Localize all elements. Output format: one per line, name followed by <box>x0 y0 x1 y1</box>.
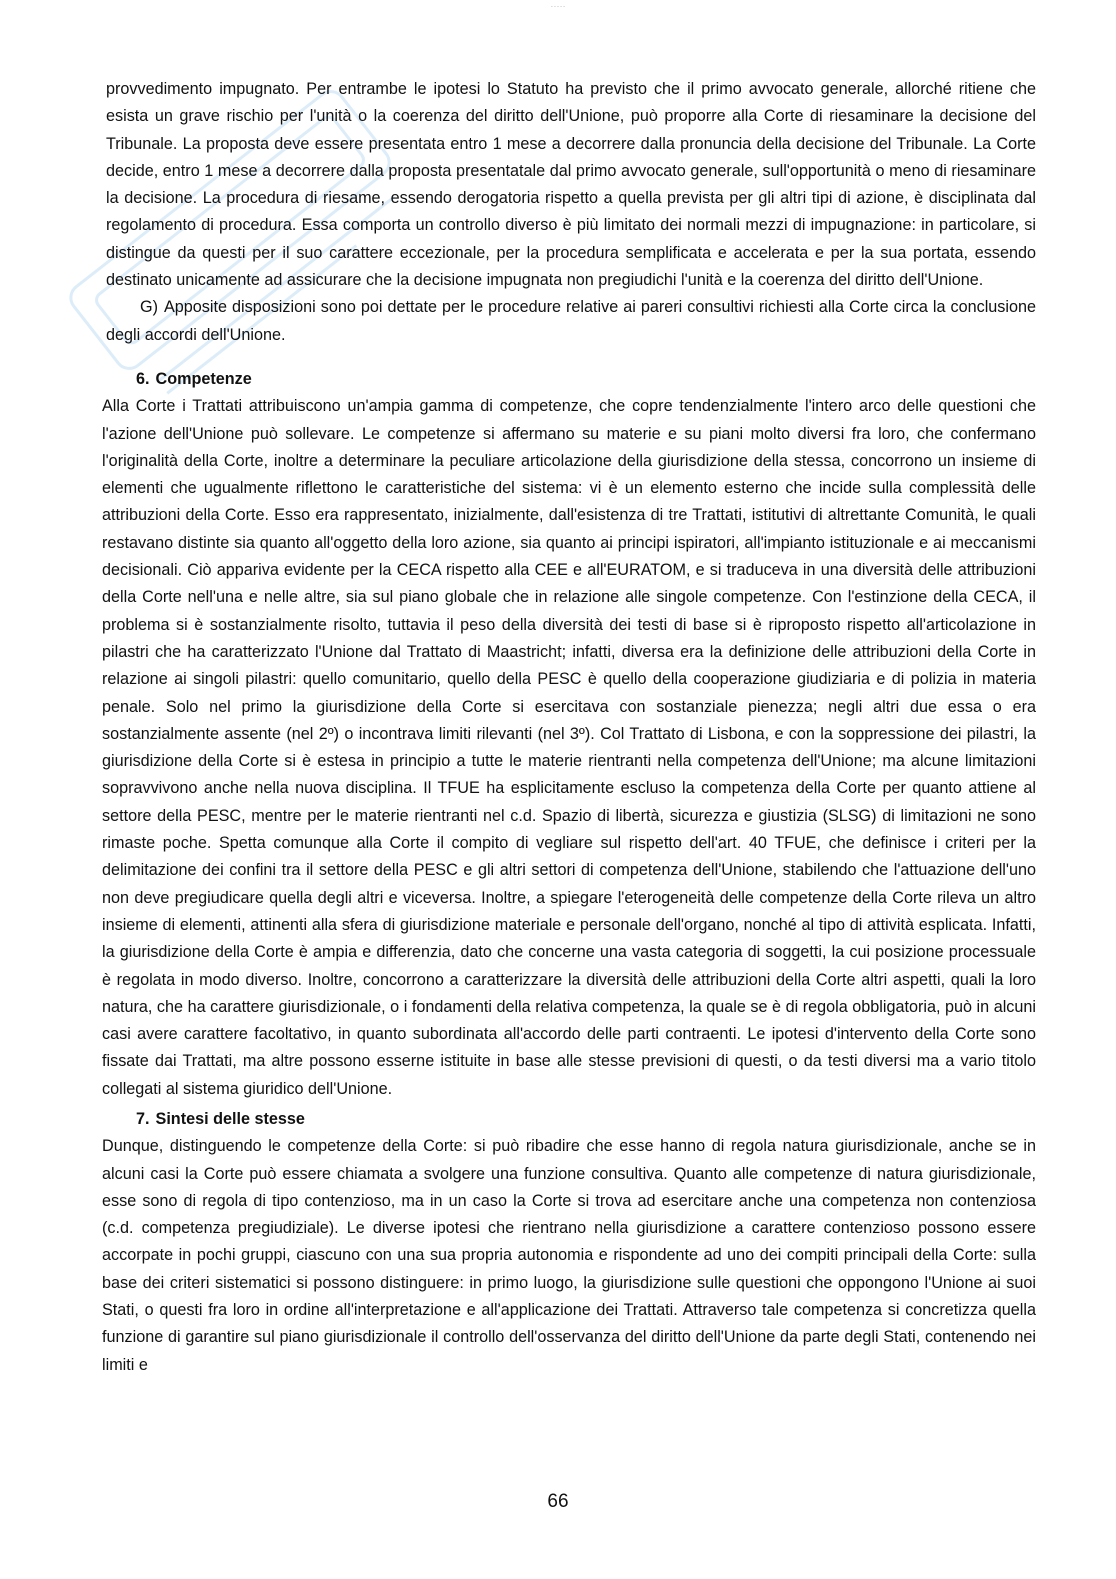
header-mark: - - - - - <box>551 4 565 10</box>
document-body <box>102 76 1036 1379</box>
section-heading-competenze <box>106 366 1036 393</box>
section-title: Sintesi delle stesse <box>155 1109 305 1128</box>
paragraph-competenze: Alla Corte i Trattati attribuiscono un'ampia gamma di competenze, che copre tendenzialmente l'intero arco delle questioni che l'azione dell'Unione può sollevare. Le competenze si affermano su materie e su piani molto diversi fra loro, che confermano l'originalità della Corte, inoltre a determinare la peculiare articolazione della giurisdizione della stessa, concorrono un insieme di elementi che ugualmente riflettono le caratteristiche del sistema: vi è un elemento esterno che incide sulla complessità delle attribuzioni della Corte. Esso era rappresentato, inizialmente, dall'esistenza di tre Trattati, istitutivi di altrettante Comunità, le quali restavano distinte sia quanto all'oggetto della loro azione, sia quanto ai principi ispiratori, all'impianto istituzionale e ai meccanismi decisionali. Ciò appariva evidente per la CECA rispetto alla CEE e all'EURATOM, e si traduceva in una diversità delle attribuzioni della Corte nell'una e nelle altre, sia sul piano globale che in relazione alle singole competenze. Con l'estinzione della CECA, il problema si è sostanzialmente risolto, tuttavia il peso della diversità dei testi di base si è riproposto rispetto all'articolazione in pilastri che ha caratterizzato l'Unione dal Trattato di Maastricht; infatti, diversa era la definizione delle attribuzioni della Corte in relazione ai singoli pilastri: quello comunitario, quello della PESC è quello della cooperazione giudiziaria e di polizia in materia penale. Solo nel primo la giurisdizione della Corte si esercitava con sostanziale pienezza; negli altri due essa o era sostanzialmente assente (nel 2º) o incontrava limiti rilevanti (nel 3º). Col Trattato di Lisbona, e con la soppressione dei pilastri, la giurisdizione della Corte si è estesa in principio a tutte le materie rientranti nella competenza dell'Unione; ma alcune limitazioni sopravvivono anche nella nuova disciplina. Il TFUE ha esplicitamente escluso la competenza della Corte per quanto attiene al settore della PESC, mentre per le materie rientranti nel c.d. Spazio di libertà, sicurezza e giustizia (SLSG) di limitazioni ne sono rimaste poche. Spetta comunque alla Corte il compito di vegliare sul rispetto dell'art. 40 TFUE, che definisce i criteri per la delimitazione dei confini tra il settore della PESC e gli altri settori di competenza dell'Unione, stabilendo che l'attuazione dell'uno non deve pregiudicare quella degli altri e viceversa. Inoltre, a spiegare l'eterogeneità delle competenze della Corte rileva un altro insieme di elementi, attinenti alla sfera di giurisdizione materiale e personale dell'organo, nonché al tipo di attività esplicata. Infatti, la giurisdizione della Corte è ampia e differenzia, dato che concerne una vasta categoria di soggetti, la cui posizione processuale è regolata in modo diverso. Inoltre, concorrono a caratterizzare la diversità delle attribuzioni della Corte altri aspetti, quali la loro natura, che ha carattere giurisdizionale, o i fondamenti della relativa competenza, la quale se è di regola obbligatoria, può in alcuni casi avere carattere facoltativo, in quanto subordinata all'accordo delle parti contraenti. Le ipotesi d'intervento della Corte sono fissate dai Trattati, ma altre possono esserne istituite in base alle stesse previsioni di questi, o da testi diversi ma a vario titolo collegati al sistema giuridico dell'Unione. <box>102 397 1036 1098</box>
section-heading-sintesi <box>106 1106 1036 1133</box>
paragraph-riesame: provvedimento impugnato. Per entrambe le ipotesi lo Statuto ha previsto che il primo avvocato generale, allorché ritiene che esista un grave rischio per l'unità o la coerenza del diritto dell'Unione, può proporre alla Corte di riesaminare la decisione del Tribunale. La proposta deve essere presentata entro 1 mese a decorrere dalla pronuncia della decisione del Tribunale. La Corte decide, entro 1 mese a decorrere dalla proposta presentatale dal primo avvocato generale, sull'opportunità o meno di riesaminare la decisione. La procedura di riesame, essendo derogatoria rispetto a quella prevista per gli altri tipi di azione, è disciplinata dal regolamento di procedura. Essa comporta un controllo diverso è più limitato dei normali mezzi di impugnazione: in particolare, si distingue da questi per il suo carattere eccezionale, per la procedura semplificata e accelerata e per la sua portata, essendo destinato unicamente ad assicurare che la decisione impugnata non pregiudichi l'unità e la coerenza del diritto dell'Unione. <box>106 80 1036 290</box>
item-g-text: Apposite disposizioni sono poi dettate per le procedure relative ai pareri consultivi richiesti alla Corte circa la conclusione degli accordi dell'Unione. <box>106 298 1036 344</box>
section-number: 6. <box>136 369 150 388</box>
paragraph-item-g <box>106 294 1036 349</box>
section-number: 7. <box>136 1109 150 1128</box>
section-title: Competenze <box>155 369 252 388</box>
paragraph-sintesi: Dunque, distinguendo le competenze della Corte: si può ribadire che esse hanno di regola natura giurisdizionale, anche se in alcuni casi la Corte può essere chiamata a svolgere una funzione consultiva. Quanto alle competenze di natura giurisdizionale, esse sono di regola di tipo contenzioso, ma in un caso la Corte si trova ad esercitare anche una competenza non contenziosa (c.d. competenza pregiudiziale). Le diverse ipotesi che rientrano nella giurisdizione a carattere contenzioso possono essere accorpate in pochi gruppi, ciascuno con una sua propria autonomia e rispondente ad uno dei compiti principali della Corte: sulla base dei criteri sistematici si possono distinguere: in primo luogo, la giurisdizione sulle questioni che oppongono l'Unione ai suoi Stati, o questi fra loro in ordine all'interpretazione e all'applicazione dei Trattati. Attraverso tale competenza si concretizza quella funzione di garantire sul piano giurisdizionale il controllo dell'osservanza del diritto dell'Unione da parte degli Stati, contenendo nei limiti e <box>102 1137 1036 1374</box>
item-letter: G) <box>140 298 158 317</box>
page-number: 66 <box>547 1491 569 1512</box>
